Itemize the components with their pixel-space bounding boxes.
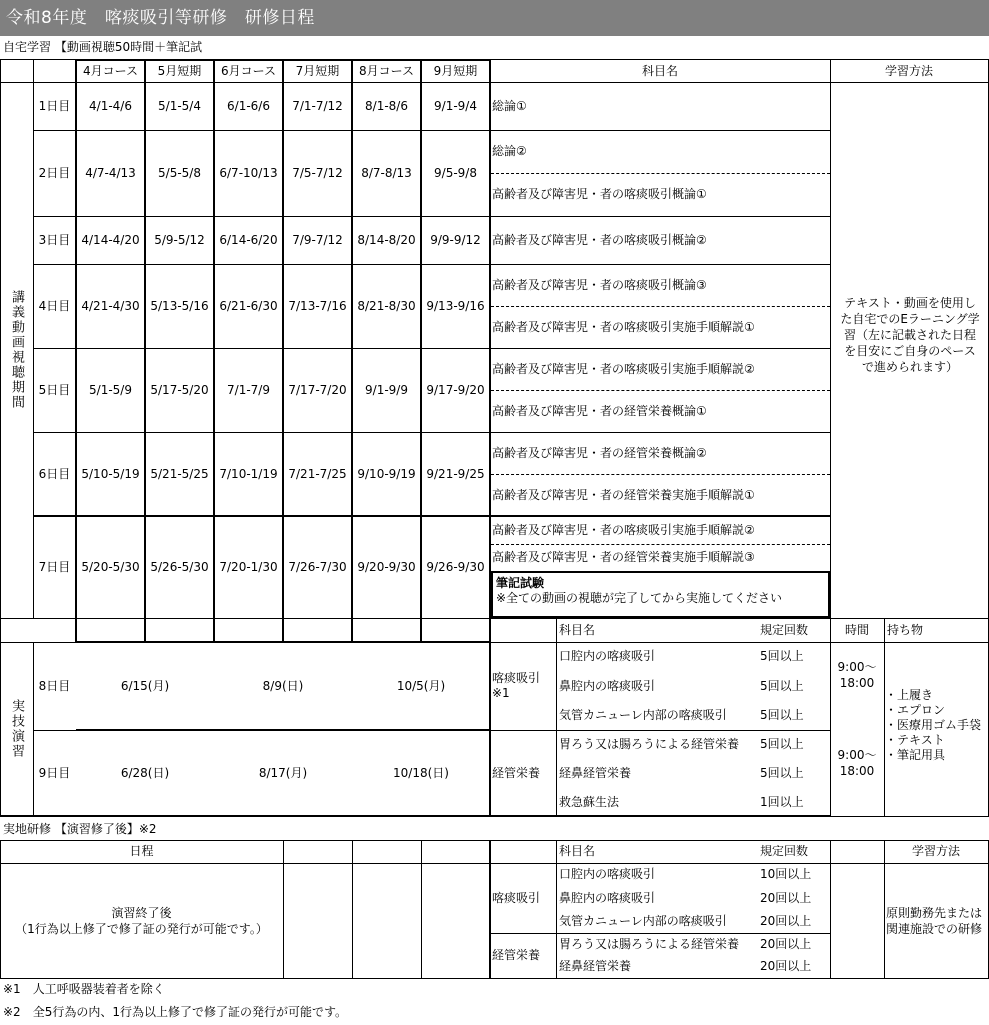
date-cell: 6/21-6/30	[219, 298, 278, 313]
date-cell: 7/9-7/12	[292, 232, 343, 247]
field-count: 20回以上	[760, 890, 812, 905]
date-cell: 8/21-8/30	[357, 298, 416, 313]
practice-count: 5回以上	[760, 766, 804, 780]
practice-count: 5回以上	[760, 649, 804, 663]
practice-date-cell: 6/28(日)	[120, 765, 170, 780]
practice-count-header: 規定回数	[760, 622, 809, 637]
subject-cell: 高齢者及び障害児・者の喀痰吸引実施手順解説②	[492, 522, 755, 537]
written-exam-box	[491, 571, 830, 618]
date-cell: 9/21-9/25	[426, 466, 485, 481]
practice-items-header: 持ち物	[887, 622, 924, 637]
subject-header: 科目名	[641, 63, 678, 78]
date-cell: 9/1-9/4	[434, 98, 477, 113]
subject-cell: 高齢者及び障害児・者の経管栄養概論①	[492, 403, 707, 418]
practice-subject: 胃ろう又は腸ろうによる経管栄養	[559, 737, 740, 751]
date-cell: 5/9-5/12	[154, 232, 205, 247]
date-cell: 7/5-7/12	[292, 165, 343, 180]
method-line: 原則勤務先または	[886, 905, 983, 920]
exam-title: 筆記試験	[496, 576, 545, 590]
date-cell: 4/7-4/13	[85, 165, 136, 180]
field-count: 20回以上	[760, 936, 812, 951]
date-cell: 7/1-7/12	[292, 98, 343, 113]
practice-time	[830, 650, 884, 700]
practice-time-header: 時間	[844, 622, 869, 637]
date-cell: 8/7-8/13	[361, 165, 412, 180]
course-header-5: 5月短期	[157, 63, 202, 78]
field-count: 20回以上	[760, 914, 812, 928]
time-start: 9:00〜	[837, 660, 877, 674]
date-cell: 6/7-10/13	[219, 165, 278, 180]
exam-note: ※全ての動画の視聴が完了してから実施してください	[496, 591, 783, 605]
field-subject: 気管カニューレ内部の喀痰吸引	[559, 914, 727, 928]
practice-subject: 鼻腔内の喀痰吸引	[559, 678, 656, 693]
page-title: 令和8年度 喀痰吸引等研修 研修日程	[0, 0, 989, 36]
practice-label: 実技演習	[9, 699, 24, 759]
course-header-7: 7月短期	[295, 63, 340, 78]
date-cell: 7/10-1/19	[219, 466, 278, 481]
date-cell: 5/13-5/16	[150, 298, 209, 313]
field-subject: 胃ろう又は腸ろうによる経管栄養	[559, 936, 740, 951]
day-label: 1日目	[38, 98, 71, 113]
practice-subject: 救急蘇生法	[559, 794, 620, 809]
course-header-4: 4月コース	[82, 63, 139, 78]
date-cell: 8/1-8/6	[365, 98, 408, 113]
time-end: 18:00	[839, 676, 875, 690]
field-category-suction: 喀痰吸引	[492, 890, 541, 905]
time-end: 18:00	[839, 764, 875, 778]
field-subject: 経鼻経管栄養	[559, 959, 632, 973]
field-subject: 鼻腔内の喀痰吸引	[559, 890, 656, 905]
field-count-header: 規定回数	[760, 844, 809, 858]
subject-cell: 高齢者及び障害児・者の経管栄養実施手順解説③	[492, 550, 755, 564]
date-cell: 8/14-8/20	[357, 232, 416, 247]
date-cell: 9/1-9/9	[365, 382, 408, 397]
field-count: 20回以上	[760, 959, 812, 973]
lecture-period-label: 講義動画視聴期間	[9, 290, 24, 410]
date-cell: 9/17-9/20	[426, 382, 485, 397]
practice-date-cell: 8/9(日)	[262, 678, 304, 693]
practice-count: 5回以上	[760, 708, 804, 722]
bring-item: ・筆記用具	[885, 747, 946, 762]
date-cell: 6/14-6/20	[219, 232, 278, 247]
field-method-cell	[884, 863, 989, 978]
practice-date-cell: 10/5(月)	[396, 678, 446, 693]
subject-cell: 高齢者及び障害児・者の喀痰吸引概論①	[492, 187, 707, 201]
study-method-text: テキスト・動画を使用した自宅でのEラーニング学習（左に記載された日程を目安にご自身のペースで進められます）	[840, 296, 980, 374]
schedule-line: 演習終了後	[111, 905, 172, 920]
practice-date-cell: 6/15(月)	[120, 678, 170, 693]
date-cell: 9/13-9/16	[426, 298, 485, 313]
date-cell: 7/21-7/25	[288, 466, 347, 481]
date-cell: 4/1-4/6	[89, 98, 132, 113]
date-cell: 4/21-4/30	[81, 298, 140, 313]
date-cell: 7/20-1/30	[219, 559, 278, 574]
subject-cell: 高齢者及び障害児・者の喀痰吸引実施手順解説①	[492, 319, 755, 334]
field-training-label: 実地研修 【演習修了後】※2	[3, 822, 157, 836]
date-cell: 5/1-5/9	[89, 382, 132, 397]
date-cell: 9/20-9/30	[357, 559, 416, 574]
practice-count: 5回以上	[760, 678, 804, 693]
date-cell: 5/20-5/30	[81, 559, 140, 574]
subject-cell: 高齢者及び障害児・者の経管栄養概論②	[492, 445, 707, 460]
practice-category-tube-feeding: 経管栄養	[492, 765, 541, 780]
practice-count: 5回以上	[760, 737, 804, 751]
date-cell: 9/26-9/30	[426, 559, 485, 574]
day-label: 3日目	[38, 232, 71, 247]
practice-count: 1回以上	[760, 794, 804, 809]
bring-items-list	[884, 680, 989, 770]
method-line: 関連施設での研修	[886, 921, 983, 936]
course-header-8: 8月コース	[358, 63, 415, 78]
day-label: 6日目	[38, 466, 71, 481]
day-label: 8日目	[38, 678, 71, 693]
practice-time	[830, 738, 884, 788]
field-method-header: 学習方法	[911, 844, 960, 858]
practice-date-cell: 10/18(日)	[393, 765, 449, 780]
day-label: 7日目	[38, 559, 71, 574]
day-label: 9日目	[38, 765, 71, 780]
subject-cell: 高齢者及び障害児・者の喀痰吸引概論③	[492, 277, 707, 292]
date-cell: 9/10-9/19	[357, 466, 416, 481]
time-start: 9:00〜	[837, 748, 877, 762]
subject-cell: 総論①	[492, 98, 527, 113]
date-cell: 7/1-7/9	[227, 382, 270, 397]
date-cell: 6/1-6/6	[227, 98, 270, 113]
footnote-2: ※2 全5行為の内、1行為以上修了で修了証の発行が可能です。	[3, 1005, 348, 1019]
field-count: 10回以上	[760, 867, 812, 881]
subject-cell: 高齢者及び障害児・者の喀痰吸引概論②	[492, 232, 707, 247]
field-subject: 口腔内の喀痰吸引	[559, 867, 656, 881]
date-cell: 9/9-9/12	[430, 232, 481, 247]
date-cell: 5/5-5/8	[158, 165, 201, 180]
course-header-6: 6月コース	[220, 63, 277, 78]
subject-cell: 高齢者及び障害児・者の喀痰吸引実施手順解説②	[492, 361, 755, 376]
bring-item: ・上履き	[885, 687, 934, 702]
date-cell: 4/14-4/20	[81, 232, 140, 247]
footnote-1: ※1 人工呼吸器装着者を除く	[3, 982, 165, 996]
practice-subject-header: 科目名	[559, 622, 596, 637]
practice-subject: 気管カニューレ内部の喀痰吸引	[559, 708, 727, 722]
date-cell: 5/17-5/20	[150, 382, 209, 397]
field-schedule-cell	[0, 863, 283, 978]
subject-cell: 総論②	[492, 144, 527, 158]
date-cell: 5/1-5/4	[158, 98, 201, 113]
schedule-note: （1行為以上修了で修了証の発行が可能です。）	[15, 921, 268, 936]
field-subject-header: 科目名	[559, 844, 596, 858]
bring-item: ・エプロン	[885, 702, 946, 717]
practice-subject: 口腔内の喀痰吸引	[559, 649, 656, 663]
date-cell: 5/21-5/25	[150, 466, 209, 481]
course-header-9: 9月短期	[433, 63, 478, 78]
practice-date-cell: 8/17(月)	[258, 765, 308, 780]
home-study-label: 自宅学習 【動画視聴50時間＋筆記試	[3, 40, 203, 54]
day-label: 4日目	[38, 298, 71, 313]
date-cell: 5/10-5/19	[81, 466, 140, 481]
day-label: 5日目	[38, 382, 71, 397]
date-cell: 7/26-7/30	[288, 559, 347, 574]
schedule-header: 日程	[129, 844, 154, 858]
practice-subject: 経鼻経管栄養	[559, 766, 632, 780]
field-category-tube-feeding: 経管栄養	[492, 948, 541, 962]
method-header: 学習方法	[884, 63, 933, 78]
date-cell: 5/26-5/30	[150, 559, 209, 574]
day-label: 2日目	[38, 165, 71, 180]
date-cell: 9/5-9/8	[434, 165, 477, 180]
bring-item: ・医療用ゴム手袋	[885, 717, 982, 732]
category-line: 喀痰吸引	[492, 671, 541, 685]
date-cell: 7/13-7/16	[288, 298, 347, 313]
practice-category-suction	[490, 642, 556, 730]
subject-cell: 高齢者及び障害児・者の経管栄養実施手順解説①	[492, 487, 755, 502]
category-note: ※1	[492, 686, 510, 700]
date-cell: 7/17-7/20	[288, 382, 347, 397]
bring-item: ・テキスト	[885, 732, 945, 747]
